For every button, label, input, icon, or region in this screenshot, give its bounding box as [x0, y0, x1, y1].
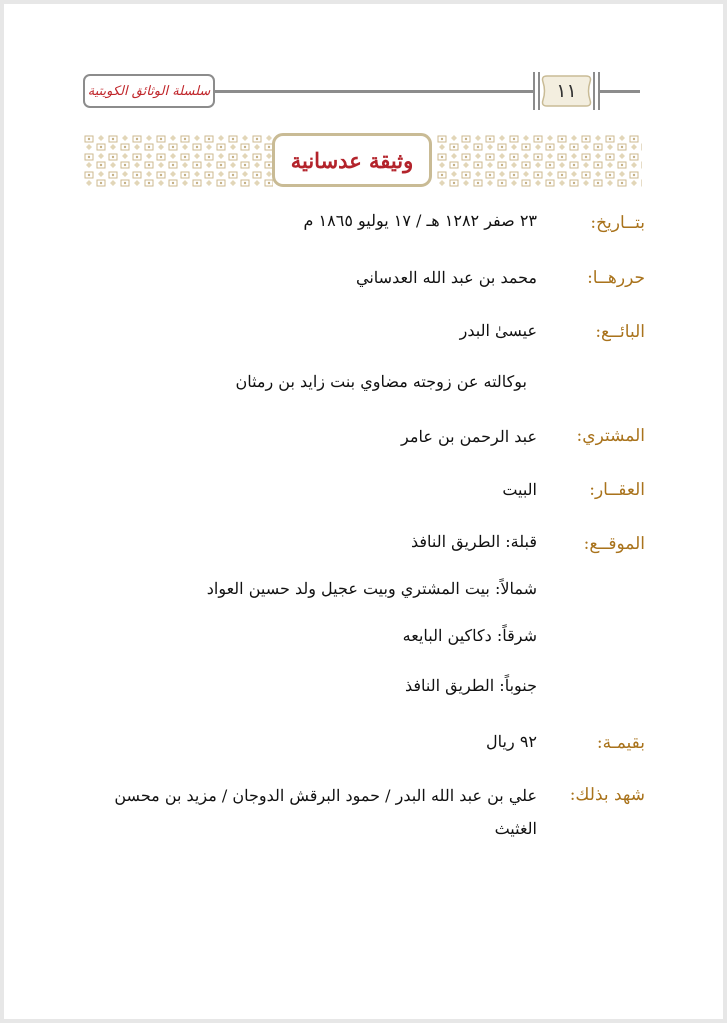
page-number: ١١	[556, 80, 577, 102]
writer-value: محمد بن عبد الله العدساني	[356, 268, 537, 287]
writer-label: حررهــا:	[587, 268, 645, 288]
location-label: الموقــع:	[583, 534, 645, 554]
seller-note: بوكالته عن زوجته مضاوي بنت زايد بن رمثان	[235, 372, 527, 391]
series-name: سلسلة الوثائق الكويتية	[87, 83, 211, 99]
buyer-label: المشتري:	[576, 426, 645, 446]
header-divider-end	[600, 90, 640, 93]
location-south: جنوباً: الطريق النافذ	[404, 676, 537, 695]
arabesque-ornament-icon	[436, 134, 642, 188]
seller-value: عيسىٰ البدر	[459, 321, 537, 340]
location-qibla: قبلة: الطريق النافذ	[410, 532, 537, 551]
seller-label: البائــع:	[595, 322, 645, 342]
price-label: بقيمـة:	[596, 733, 645, 753]
document-title: وثيقة عدسانية	[290, 147, 414, 173]
date-label: بتــاريخ:	[590, 213, 645, 233]
price-value: ٩٢ ريال	[486, 732, 537, 751]
series-label	[83, 74, 215, 108]
location-north: شمالاً: بيت المشتري وبيت عجيل ولد حسين العواد	[206, 579, 537, 598]
arabesque-ornament-icon	[83, 134, 273, 188]
header-divider	[215, 90, 533, 93]
property-label: العقــار:	[589, 480, 645, 500]
date-value: ٢٣ صفر ١٢٨٢ هـ / ١٧ يوليو ١٨٦٥ م	[303, 211, 537, 230]
buyer-value: عبد الرحمن بن عامر	[401, 427, 537, 446]
witnesses-value: علي بن عبد الله البدر / حمود البرقش الدوجان / مزيد بن محسن الغثيث	[114, 786, 537, 838]
witnesses-label: شهد بذلك:	[569, 785, 645, 805]
document-title-frame	[272, 133, 432, 187]
location-east: شرقاً: دكاكين البايعه	[402, 626, 537, 645]
property-value: البيت	[502, 480, 537, 499]
